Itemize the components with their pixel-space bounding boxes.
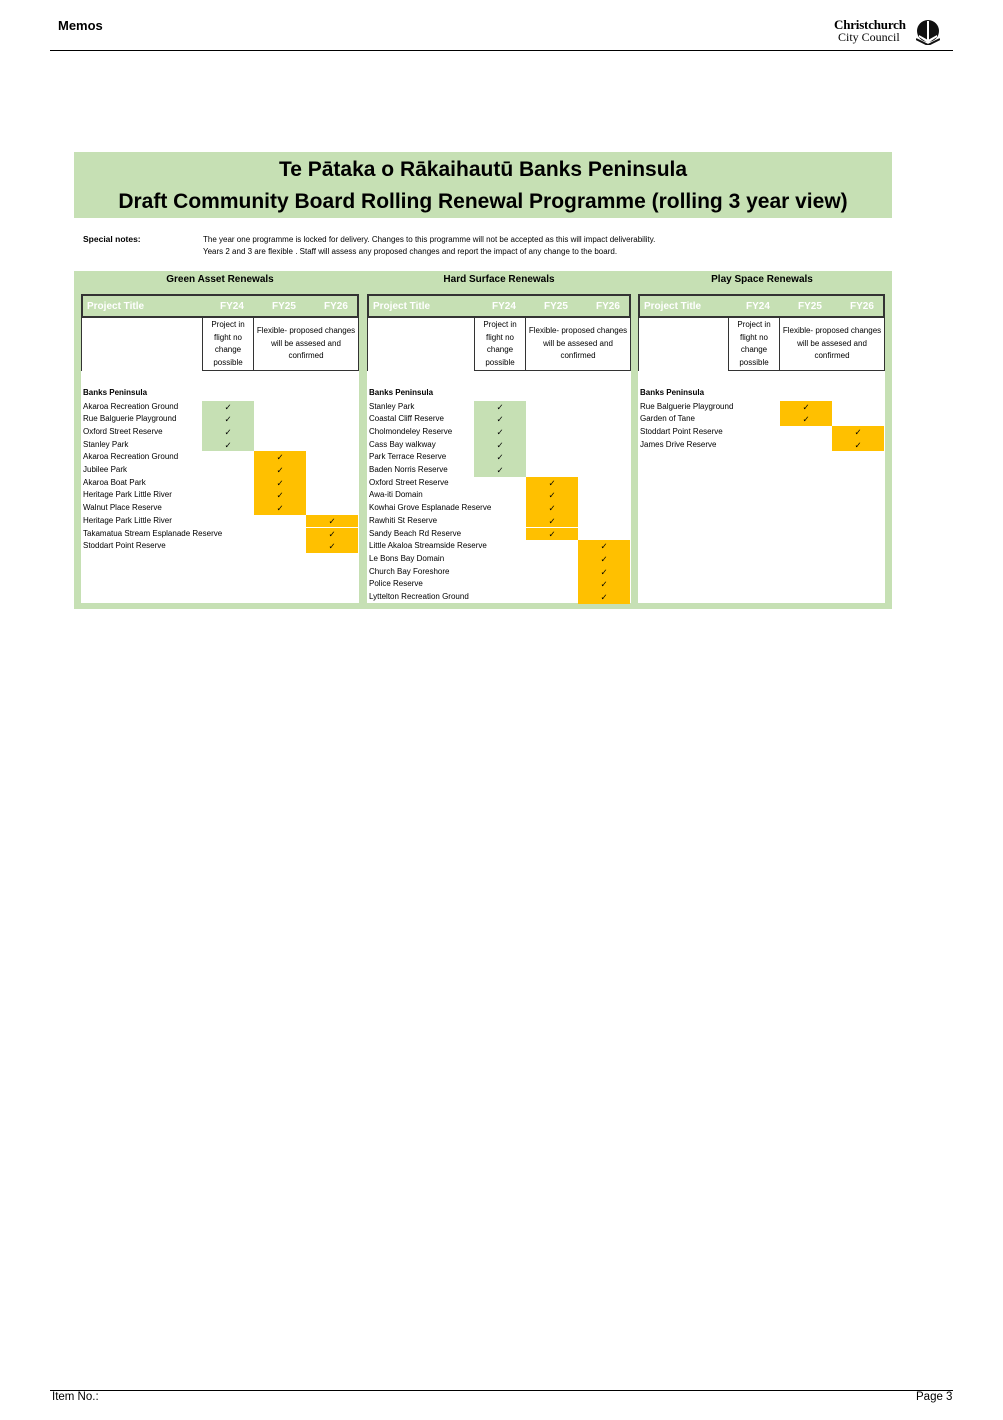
special-notes-line-2: Years 2 and 3 are flexible . Staff will assess any proposed changes and report the impact of any change to the board. xyxy=(203,247,618,256)
hard-surface-renewals-project-name: Lyttelton Recreation Ground xyxy=(369,592,469,601)
logo-line-2: City Council xyxy=(838,30,900,44)
hard-surface-renewals-section-title: Hard Surface Renewals xyxy=(443,274,555,285)
checkmark-icon: ✓ xyxy=(224,439,232,450)
play-space-renewals-header-project-title: Project Title xyxy=(644,301,702,312)
checkmark-icon: ✓ xyxy=(548,490,556,501)
checkmark-icon: ✓ xyxy=(802,401,810,412)
hard-surface-renewals-project-name: Park Terrace Reserve xyxy=(369,452,447,462)
green-asset-renewals-project-name: Heritage Park Little River xyxy=(83,490,172,500)
green-asset-renewals-project-name: Heritage Park Little River xyxy=(83,515,172,525)
play-space-renewals-locked-note: Project in flight no change possible xyxy=(728,318,780,371)
green-asset-renewals-section-title: Green Asset Renewals xyxy=(166,274,274,285)
checkmark-icon: ✓ xyxy=(276,452,284,463)
banner-title-line-1: Te Pātaka o Rākaihautū Banks Peninsula xyxy=(278,158,688,181)
checkmark-icon: ✓ xyxy=(548,503,556,514)
checkmark-icon: ✓ xyxy=(600,553,608,564)
checkmark-icon: ✓ xyxy=(328,528,336,539)
play-space-renewals-project-col-divider xyxy=(638,318,639,371)
checkmark-icon: ✓ xyxy=(496,401,504,412)
checkmark-icon: ✓ xyxy=(548,477,556,488)
hard-surface-renewals-project-name: Sandy Beach Rd Reserve xyxy=(369,528,462,538)
green-asset-renewals-project-name: Akaroa Recreation Ground xyxy=(83,401,179,411)
checkmark-icon: ✓ xyxy=(548,528,556,539)
green-asset-renewals-project-name: Oxford Street Reserve xyxy=(83,426,163,436)
hard-surface-renewals-project-name: Coastal Cliff Reserve xyxy=(369,414,444,424)
green-asset-renewals-group-label: Banks Peninsula xyxy=(83,388,148,397)
play-space-renewals-section-title: Play Space Renewals xyxy=(711,274,813,285)
play-space-renewals-group-label: Banks Peninsula xyxy=(640,388,705,397)
hard-surface-renewals-group-label: Banks Peninsula xyxy=(369,388,434,397)
checkmark-icon: ✓ xyxy=(224,401,232,412)
hard-surface-renewals-project-name: Le Bons Bay Domain xyxy=(369,553,445,563)
hard-surface-renewals-project-name: Police Reserve xyxy=(369,579,423,589)
play-space-renewals-header-fy25: FY25 xyxy=(798,301,822,312)
checkmark-icon: ✓ xyxy=(224,426,232,437)
play-space-renewals-table-header xyxy=(638,294,885,318)
checkmark-icon: ✓ xyxy=(600,579,608,590)
header-rule xyxy=(50,50,953,51)
green-asset-renewals-project-name: Takamatua Stream Esplanade Reserve xyxy=(83,528,223,538)
hard-surface-renewals-project-name: Little Akaloa Streamside Reserve xyxy=(369,541,487,551)
banner-title-line-2: Draft Community Board Rolling Renewal Programme (rolling 3 year view) xyxy=(118,190,848,213)
play-space-renewals-flexible-note: Flexible- proposed changes will be assesed and confirmed xyxy=(780,318,885,371)
memo-header-title: Memos xyxy=(58,18,103,33)
programme-banner xyxy=(74,152,892,218)
hard-surface-renewals-flexible-note: Flexible- proposed changes will be assesed and confirmed xyxy=(526,318,631,371)
checkmark-icon: ✓ xyxy=(854,426,862,437)
checkmark-icon: ✓ xyxy=(496,452,504,463)
hard-surface-renewals-project-name: Rawhiti St Reserve xyxy=(369,515,438,525)
checkmark-icon: ✓ xyxy=(600,592,608,602)
play-space-renewals-header-fy26: FY26 xyxy=(850,301,874,312)
checkmark-icon: ✓ xyxy=(854,439,862,450)
checkmark-icon: ✓ xyxy=(276,503,284,514)
council-logo xyxy=(834,18,944,46)
hard-surface-renewals-header-project-title: Project Title xyxy=(373,301,431,312)
green-asset-renewals-project-name: Akaroa Boat Park xyxy=(83,477,146,487)
checkmark-icon: ✓ xyxy=(276,490,284,501)
special-notes-label: Special notes: xyxy=(83,234,141,244)
green-asset-renewals-project-name: Stanley Park xyxy=(83,439,129,449)
hard-surface-renewals-header-fy26: FY26 xyxy=(596,301,620,312)
play-space-renewals-header-fy24: FY24 xyxy=(746,301,770,312)
checkmark-icon: ✓ xyxy=(496,465,504,475)
green-asset-renewals-header-project-title: Project Title xyxy=(87,301,145,312)
logo-line-1: Christchurch xyxy=(834,17,906,32)
special-notes-line-1: The year one programme is locked for delivery. Changes to this programme will not be accepted as this will impact deliverability. xyxy=(203,235,656,244)
cathedral-logo-icon xyxy=(916,19,940,45)
hard-surface-renewals-locked-note: Project in flight no change possible xyxy=(474,318,526,371)
checkmark-icon: ✓ xyxy=(496,439,504,450)
play-space-renewals-project-name: Stoddart Point Reserve xyxy=(640,426,723,436)
checkmark-icon: ✓ xyxy=(600,566,608,577)
green-asset-renewals-header-fy24: FY24 xyxy=(220,301,244,312)
hard-surface-renewals-header-fy25: FY25 xyxy=(544,301,568,312)
hard-surface-renewals-project-name: Kowhai Grove Esplanade Reserve xyxy=(369,503,492,513)
special-notes-text xyxy=(203,234,655,258)
hard-surface-renewals-project-name: Oxford Street Reserve xyxy=(369,477,449,487)
checkmark-icon: ✓ xyxy=(276,465,284,475)
checkmark-icon: ✓ xyxy=(328,515,336,526)
green-asset-renewals-project-name: Rue Balguerie Playground xyxy=(83,414,177,424)
checkmark-icon: ✓ xyxy=(328,541,336,552)
hard-surface-renewals-project-name: Cholmondeley Reserve xyxy=(369,426,453,436)
checkmark-icon: ✓ xyxy=(276,477,284,488)
checkmark-icon: ✓ xyxy=(802,414,810,425)
footer-item-no: Item No.: xyxy=(52,1391,99,1403)
green-asset-renewals-locked-note: Project in flight no change possible xyxy=(202,318,254,371)
checkmark-icon: ✓ xyxy=(496,426,504,437)
hard-surface-renewals-table-header xyxy=(367,294,631,318)
green-asset-renewals-header-fy26: FY26 xyxy=(324,301,348,312)
hard-surface-renewals-header-fy24: FY24 xyxy=(492,301,516,312)
green-asset-renewals-flexible-note: Flexible- proposed changes will be assesed and confirmed xyxy=(254,318,359,371)
green-asset-renewals-header-fy25: FY25 xyxy=(272,301,296,312)
hard-surface-renewals-project-name: Awa-iti Domain xyxy=(369,490,423,500)
hard-surface-renewals-project-name: Stanley Park xyxy=(369,401,415,411)
play-space-renewals-project-name: James Drive Reserve xyxy=(640,439,717,449)
green-asset-renewals-project-name: Stoddart Point Reserve xyxy=(83,541,166,551)
green-asset-renewals-project-name: Akaroa Recreation Ground xyxy=(83,452,179,462)
checkmark-icon: ✓ xyxy=(496,414,504,425)
hard-surface-renewals-project-col-divider xyxy=(367,318,368,371)
hard-surface-renewals-project-name: Cass Bay walkway xyxy=(369,439,436,449)
play-space-renewals-project-name: Garden of Tane xyxy=(640,414,696,424)
green-asset-renewals-table-header xyxy=(81,294,359,318)
checkmark-icon: ✓ xyxy=(548,515,556,526)
hard-surface-renewals-project-name: Church Bay Foreshore xyxy=(369,566,450,576)
green-asset-renewals-project-name: Walnut Place Reserve xyxy=(83,503,162,513)
footer-page-number: Page 3 xyxy=(916,1391,953,1403)
hard-surface-renewals-project-name: Baden Norris Reserve xyxy=(369,465,448,474)
checkmark-icon: ✓ xyxy=(600,541,608,552)
play-space-renewals-project-name: Rue Balguerie Playground xyxy=(640,401,734,411)
green-asset-renewals-project-col-divider xyxy=(81,318,82,371)
checkmark-icon: ✓ xyxy=(224,414,232,425)
footer-rule xyxy=(50,1390,953,1391)
green-asset-renewals-project-name: Jubilee Park xyxy=(83,465,128,474)
